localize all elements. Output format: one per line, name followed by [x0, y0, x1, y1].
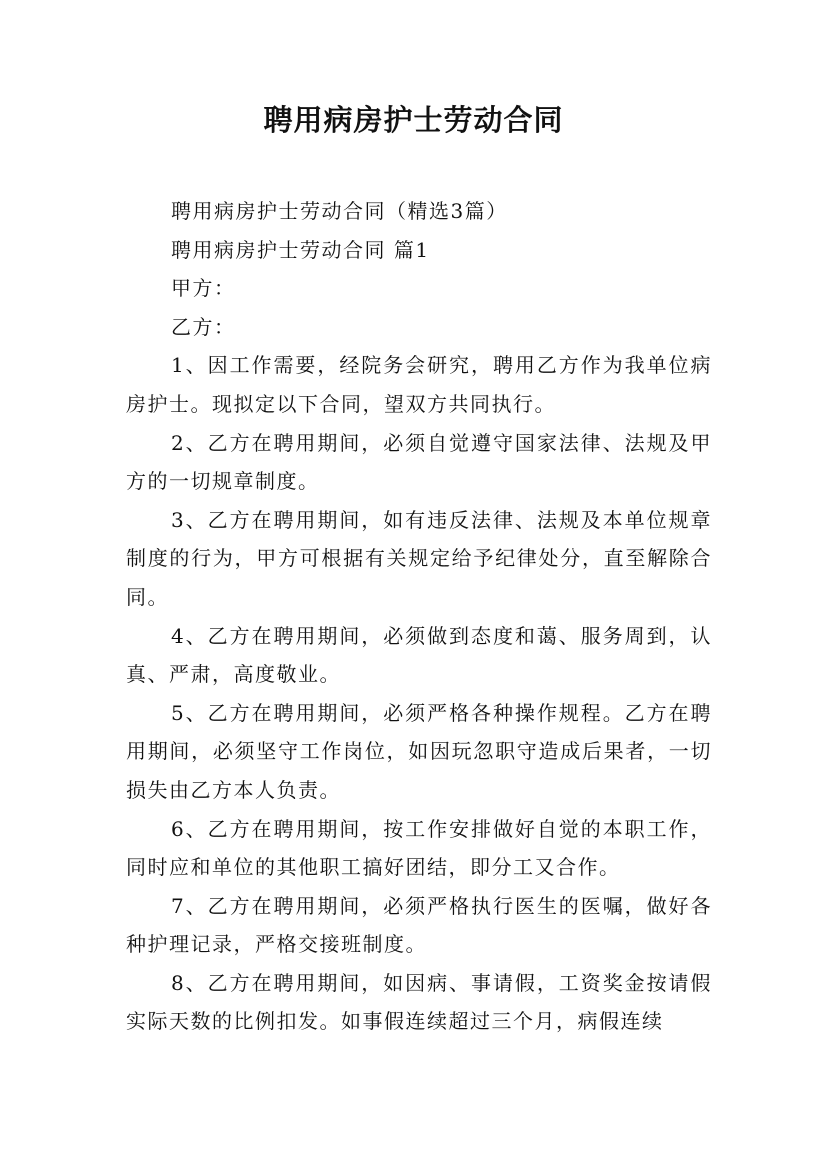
paragraph-subtitle: 聘用病房护士劳动合同（精选3篇） [171, 199, 508, 223]
paragraph-clause-3: 3、乙方在聘用期间，如有违反法律、法规及本单位规章制度的行为，甲方可根据有关规定给予纪律处分，直至解除合同。 [126, 507, 712, 609]
paragraph-party-a: 甲方： [171, 276, 236, 301]
paragraph-section-heading: 聘用病房护士劳动合同 篇1 [171, 237, 430, 262]
paragraph-clause-7: 7、乙方在聘用期间，必须严格执行医生的医嘱，做好各种护理记录，严格交接班制度。 [126, 893, 712, 957]
paragraph-clause-5: 5、乙方在聘用期间，必须严格各种操作规程。乙方在聘用期间，必须坚守工作岗位，如因玩忽职守造成后果者，一切损失由乙方本人负责。 [126, 700, 712, 802]
paragraph-party-b: 乙方： [171, 314, 236, 339]
paragraph-clause-2: 2、乙方在聘用期间，必须自觉遵守国家法律、法规及甲方的一切规章制度。 [126, 430, 712, 494]
paragraph-clause-8: 8、乙方在聘用期间，如因病、事请假，工资奖金按请假实际天数的比例扣发。如事假连续超过三个月，病假连续 [126, 970, 712, 1034]
document-title: 聘用病房护士劳动合同 [263, 103, 564, 137]
paragraph-clause-6: 6、乙方在聘用期间，按工作安排做好自觉的本职工作，同时应和单位的其他职工搞好团结，即分工又合作。 [126, 816, 712, 880]
paragraph-clause-1: 1、因工作需要，经院务会研究，聘用乙方作为我单位病房护士。现拟定以下合同，望双方共同执行。 [126, 353, 712, 416]
document-body [126, 192, 712, 1041]
paragraph-clause-4: 4、乙方在聘用期间，必须做到态度和蔼、服务周到，认真、严肃，高度敬业。 [126, 623, 712, 687]
